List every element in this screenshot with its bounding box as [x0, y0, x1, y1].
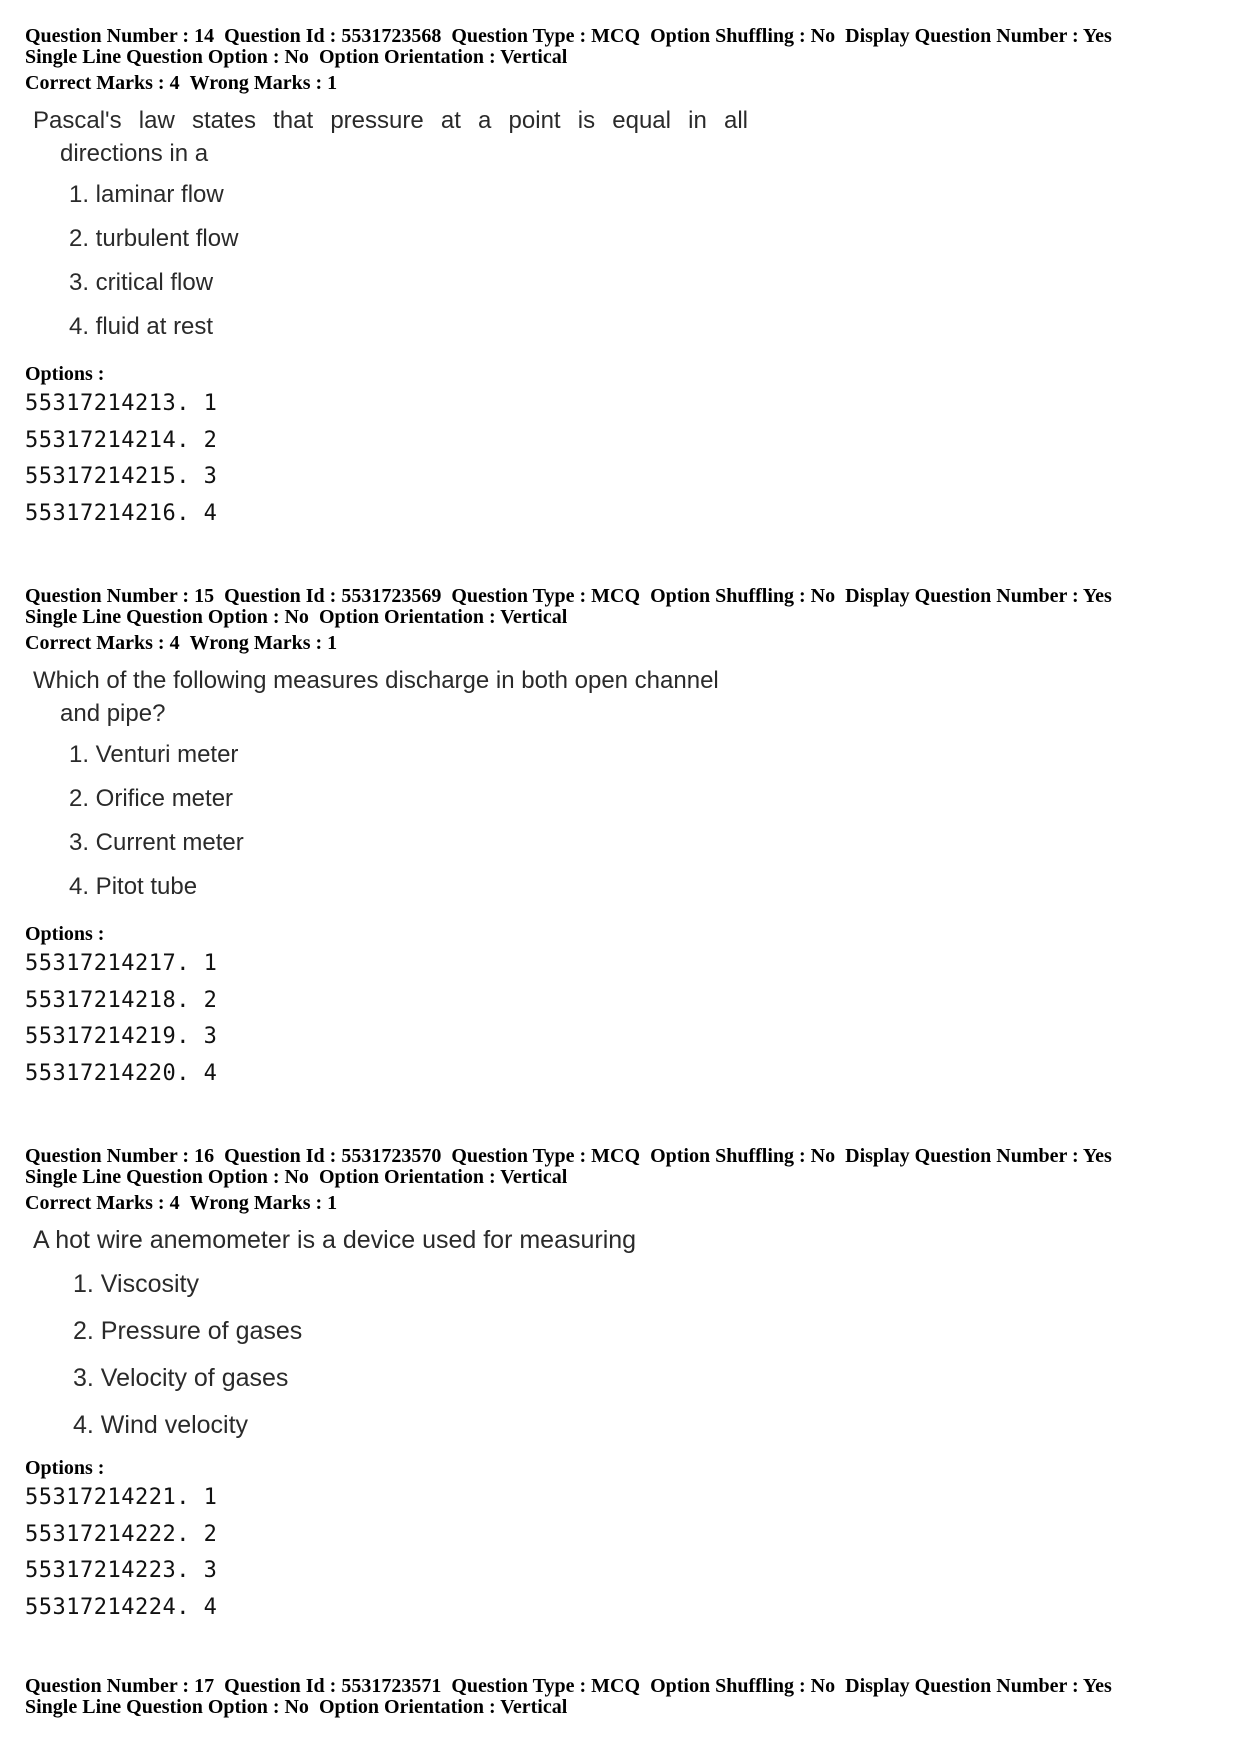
option-row: 55317214219. 3: [25, 1024, 218, 1049]
choice-item: 2. Pressure of gases: [73, 1317, 303, 1345]
question-type: Question Type : MCQ: [451, 1145, 641, 1167]
question-type: Question Type : MCQ: [451, 585, 641, 607]
options-list: [25, 1480, 1112, 1626]
option-shuffling: Option Shuffling : No: [650, 1145, 836, 1167]
choice-list: [33, 173, 1112, 349]
question-number: Question Number : 16: [25, 1145, 215, 1167]
single-line-question-option: Single Line Question Option : No: [25, 606, 309, 628]
option-row: 55317214223. 3: [25, 1558, 218, 1583]
question-type: Question Type : MCQ: [451, 25, 641, 47]
question-text: [33, 104, 1112, 170]
question-meta-line-2: [25, 1697, 1112, 1718]
question-block-16: [25, 1146, 1112, 1626]
choice-item: 3. Current meter: [69, 829, 244, 856]
wrong-marks: Wrong Marks : 1: [189, 72, 338, 94]
correct-marks: Correct Marks : 4: [25, 1192, 180, 1214]
display-question-number: Display Question Number : Yes: [845, 585, 1112, 607]
option-row: 55317214217. 1: [25, 951, 218, 976]
question-text: [33, 1224, 1112, 1257]
question-text-line: and pipe?: [60, 700, 166, 727]
option-row: 55317214220. 4: [25, 1060, 218, 1086]
choice-item: 4. Wind velocity: [73, 1411, 249, 1439]
question-text: [33, 664, 1112, 730]
option-row: 55317214214. 2: [25, 427, 218, 453]
question-block-14: [25, 26, 1112, 532]
question-marks: [25, 633, 1112, 654]
options-label: Options :: [25, 363, 105, 385]
option-row: 55317214221. 1: [25, 1485, 218, 1510]
display-question-number: Display Question Number : Yes: [845, 25, 1112, 47]
display-question-number: Display Question Number : Yes: [845, 1145, 1112, 1167]
question-meta-line-2: [25, 47, 1112, 68]
option-orientation: Option Orientation : Vertical: [318, 46, 568, 68]
question-id: Question Id : 5531723569: [224, 585, 442, 607]
choice-item: 2. turbulent flow: [69, 225, 239, 252]
wrong-marks: Wrong Marks : 1: [189, 632, 338, 654]
display-question-number: Display Question Number : Yes: [845, 1675, 1112, 1697]
single-line-question-option: Single Line Question Option : No: [25, 46, 309, 68]
question-number: Question Number : 17: [25, 1675, 215, 1697]
question-meta-line-1: [25, 1146, 1112, 1167]
question-marks: [25, 73, 1112, 94]
choice-item: 1. Venturi meter: [69, 741, 239, 768]
question-meta-line-2: [25, 1167, 1112, 1188]
question-meta-line-1: [25, 586, 1112, 607]
question-marks: [25, 1193, 1112, 1214]
choice-item: 1. Viscosity: [73, 1270, 199, 1298]
options-label: Options :: [25, 923, 105, 945]
question-text-line: Pascal's law states that pressure at a point is equal in all: [33, 107, 748, 134]
question-content: [25, 664, 1112, 909]
choice-item: 2. Orifice meter: [69, 785, 234, 812]
question-text-line: directions in a: [60, 140, 209, 167]
question-block-17: [25, 1676, 1112, 1718]
question-type: Question Type : MCQ: [451, 1675, 641, 1697]
option-shuffling: Option Shuffling : No: [650, 585, 836, 607]
option-row: 55317214224. 4: [25, 1594, 218, 1620]
question-meta-line-1: [25, 26, 1112, 47]
question-id: Question Id : 5531723570: [224, 1145, 442, 1167]
option-orientation: Option Orientation : Vertical: [318, 1166, 568, 1188]
choice-item: 3. Velocity of gases: [73, 1364, 289, 1392]
options-list: [25, 386, 1112, 532]
question-id: Question Id : 5531723568: [224, 25, 442, 47]
option-orientation: Option Orientation : Vertical: [318, 1696, 568, 1718]
choice-item: 4. fluid at rest: [69, 313, 214, 340]
question-text-line: A hot wire anemometer is a device used for measuring: [33, 1226, 637, 1254]
option-row: 55317214215. 3: [25, 464, 218, 489]
option-row: 55317214216. 4: [25, 500, 218, 526]
option-orientation: Option Orientation : Vertical: [318, 606, 568, 628]
option-row: 55317214222. 2: [25, 1521, 218, 1547]
single-line-question-option: Single Line Question Option : No: [25, 1696, 309, 1718]
question-meta-line-2: [25, 607, 1112, 628]
single-line-question-option: Single Line Question Option : No: [25, 1166, 309, 1188]
question-block-15: [25, 586, 1112, 1092]
option-row: 55317214218. 2: [25, 987, 218, 1013]
choice-list: [33, 1261, 1112, 1449]
question-id: Question Id : 5531723571: [224, 1675, 442, 1697]
choice-item: 3. critical flow: [69, 269, 214, 296]
options-list: [25, 946, 1112, 1092]
question-text-line: Which of the following measures discharge in both open channel: [33, 667, 719, 694]
options-label: Options :: [25, 1457, 105, 1479]
question-number: Question Number : 15: [25, 585, 215, 607]
question-number: Question Number : 14: [25, 25, 215, 47]
choice-list: [33, 733, 1112, 909]
choice-item: 1. laminar flow: [69, 181, 224, 208]
option-shuffling: Option Shuffling : No: [650, 1675, 836, 1697]
correct-marks: Correct Marks : 4: [25, 72, 180, 94]
question-content: [25, 104, 1112, 349]
option-row: 55317214213. 1: [25, 391, 218, 416]
correct-marks: Correct Marks : 4: [25, 632, 180, 654]
option-shuffling: Option Shuffling : No: [650, 25, 836, 47]
wrong-marks: Wrong Marks : 1: [189, 1192, 338, 1214]
choice-item: 4. Pitot tube: [69, 873, 198, 900]
question-content: [25, 1224, 1112, 1449]
question-meta-line-1: [25, 1676, 1112, 1697]
